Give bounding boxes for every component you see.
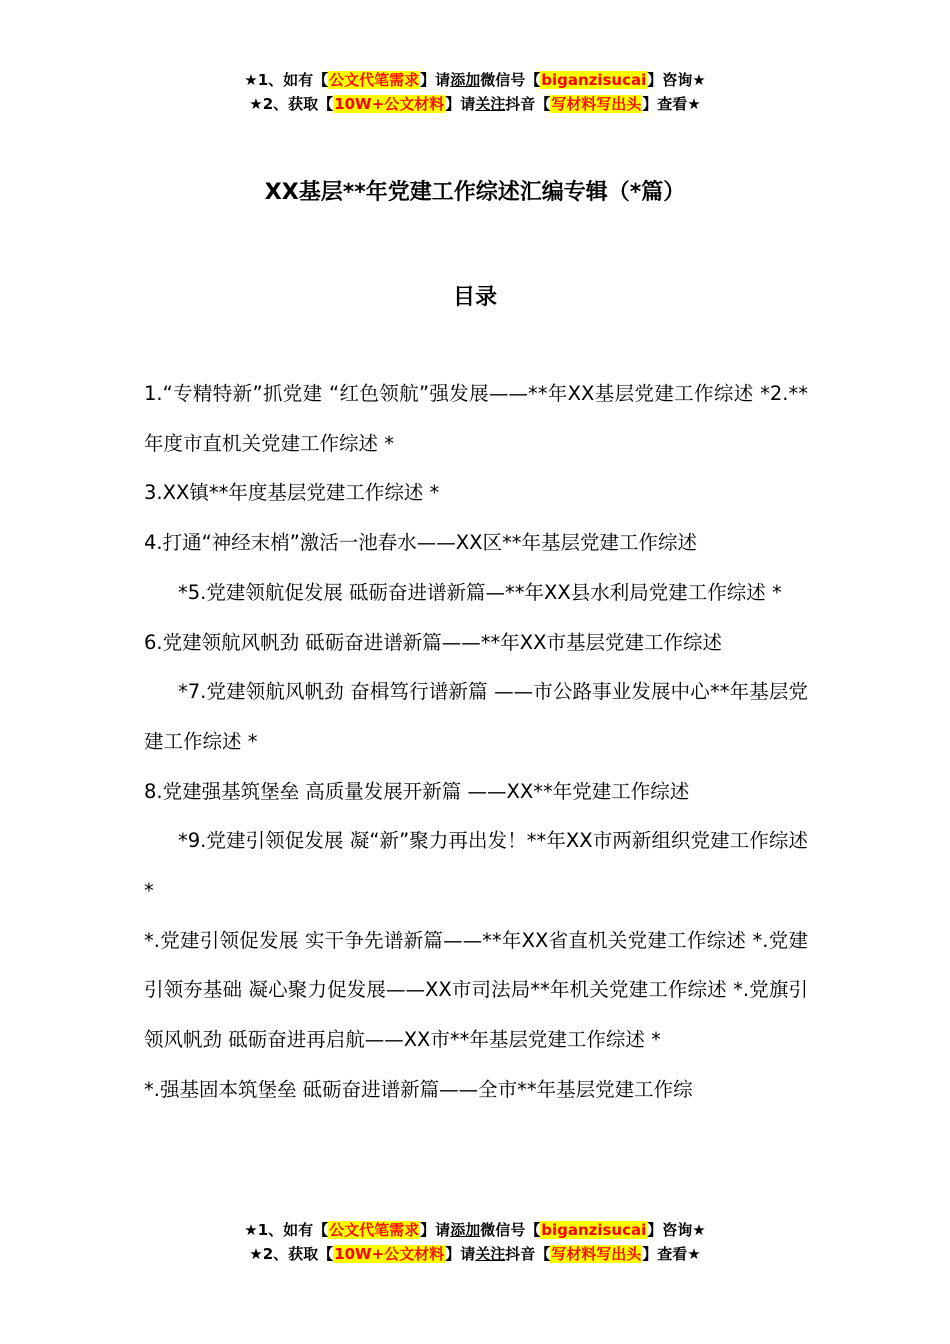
toc-entry: *7.党建领航风帆劲 奋楫笃行谱新篇 ——市公路事业发展中心**年基层党建工作综述 * [144,680,808,753]
toc-entry: 8.党建强基筑堡垒 高质量发展开新篇 ——XX**年党建工作综述 [144,779,690,803]
promo-text: 微信号【 [480,1221,541,1239]
promo-underlined-text: 关注 [475,1245,506,1263]
promo-text: 】查看★ [642,95,701,113]
promo-text: 】请 [445,1245,476,1263]
document-title: XX基层**年党建工作综述汇编专辑（*篇） [264,180,686,205]
promo-text: ★1、如有【 [244,1221,329,1239]
promo-text: 】咨询★ [647,1221,706,1239]
toc-entry: 6.党建领航风帆劲 砥砺奋进谱新篇——**年XX市基层党建工作综述 [144,630,723,654]
promo-highlight-service: 公文代笔需求 [329,71,420,89]
promo-highlight-service: 公文代笔需求 [329,1221,420,1239]
promo-text: 】请 [420,71,451,89]
toc-entry: *9.党建引领促发展 凝“新”聚力再出发！**年XX市两新组织党建工作综述 * [144,829,808,903]
promo-highlight-douyin-account: 写材料写出头 [551,95,642,113]
promo-line-2 [0,1242,950,1266]
toc-entry: 4.打通“神经末梢”激活一池春水——XX区**年基层党建工作综述 [144,531,698,555]
promo-underlined-text: 添加 [450,1221,481,1239]
promo-line-1 [0,1218,950,1242]
bottom-promo-banner [0,1218,950,1266]
promo-text: 抖音【 [505,95,551,113]
toc-entry: 3.XX镇**年度基层党建工作综述 * [144,481,440,505]
toc-entry: *.强基固本筑堡垒 砥砺奋进谱新篇——全市**年基层党建工作综 [144,1077,693,1101]
promo-line-2 [0,92,950,116]
promo-underlined-text: 关注 [475,95,506,113]
promo-highlight-wechat-id: biganzisucai [541,1221,647,1239]
table-of-contents [144,369,808,1115]
promo-highlight-douyin-account: 写材料写出头 [551,1245,642,1263]
promo-text: ★1、如有【 [244,71,329,89]
toc-heading: 目录 [452,285,497,310]
toc-entry: 1.“专精特新”抓党建 “红色领航”强发展——**年XX基层党建工作综述 *2.**年度市直机关党建工作综述 * [144,382,808,455]
promo-text: 】请 [420,1221,451,1239]
promo-highlight-materials: 10W+公文材料 [334,1245,445,1263]
toc-entry: *5.党建领航促发展 砥砺奋进谱新篇—**年XX县水利局党建工作综述 * [178,580,782,604]
promo-text: 】请 [445,95,476,113]
promo-text: 微信号【 [480,71,541,89]
promo-highlight-materials: 10W+公文材料 [334,95,445,113]
promo-line-1 [0,68,950,92]
promo-text: 抖音【 [505,1245,551,1263]
promo-text: 】咨询★ [647,71,706,89]
toc-entry: *.党建引领促发展 实干争先谱新篇——**年XX省直机关党建工作综述 *.党建引领夯基础 凝心聚力促发展——XX市司法局**年机关党建工作综述 *.党旗引领风帆劲 砥砺奋进再启航——XX市**年基层党建工作综述 * [144,928,808,1052]
top-promo-banner [0,68,950,116]
promo-highlight-wechat-id: biganzisucai [541,71,647,89]
promo-text: ★2、获取【 [249,1245,334,1263]
promo-text: 】查看★ [642,1245,701,1263]
promo-underlined-text: 添加 [450,71,481,89]
promo-text: ★2、获取【 [249,95,334,113]
